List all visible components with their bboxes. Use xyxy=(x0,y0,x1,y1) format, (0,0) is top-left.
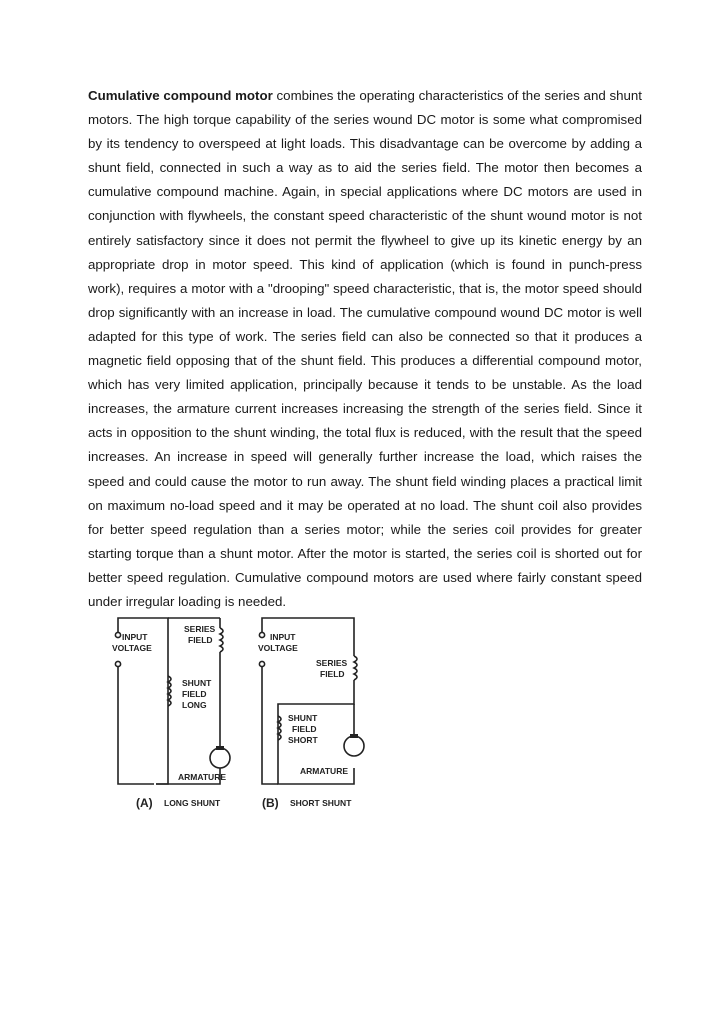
body-paragraph xyxy=(88,84,642,614)
body-text: combines the operating characteristics of the series and shunt motors. The high torque capability of the series wound DC motor is some what compromised by its tendency to overspeed at light loads. This disadvantage can be overcome by adding a shunt field, connected in such a way as to aid the series field. The motor then becomes a cumulative compound machine. Again, in special applications where DC motors are used in conjunction with flywheels, the constant speed characteristic of the shunt wound motor is not entirely satisfactory since it does not permit the flywheel to give up its kinetic energy by an appropriate drop in motor speed. This kind of application (which is found in punch-press work), requires a motor with a "drooping" speed characteristic, that is, the motor speed should drop significantly with an increase in load. The cumulative compound wound DC motor is well adapted for this type of work. The series field can also be connected so that it produces a magnetic field opposing that of the shunt field. This produces a differential compound motor, which has very limited application, principally because it tends to be unstable. As the load increases, the armature current increases increasing the strength of the series field. Since it acts in opposition to the shunt winding, the total flux is reduced, with the result that the speed increases. An increase in speed will generally further increase the load, which raises the speed and could cause the motor to run away. The shunt field winding places a practical limit on maximum no-load speed and it may be operated at no load. The shunt coil also provides for better speed regulation than a series motor; while the series coil provides for greater starting torque than a shunt motor. After the motor is started, the series coil is shorted out for better speed regulation. Cumulative compound motors are used where fairly constant speed under irregular loading is needed. xyxy=(88,88,642,609)
terminal-b-top xyxy=(259,632,264,637)
label-a-input: INPUT xyxy=(122,632,148,642)
label-b-series: SERIES xyxy=(316,658,348,668)
series-coil-a xyxy=(220,628,223,652)
caption-b-letter: (B) xyxy=(262,796,279,810)
armature-a xyxy=(210,748,230,768)
series-coil-b xyxy=(354,656,357,680)
label-b-shunt-field: FIELD xyxy=(292,724,317,734)
armature-b xyxy=(344,736,364,756)
label-a-armature: ARMATURE xyxy=(178,772,227,782)
terminal-a-top xyxy=(115,632,120,637)
lead-term: Cumulative compound motor xyxy=(88,88,273,103)
label-a-long: LONG xyxy=(182,700,207,710)
wire-b-input-return xyxy=(262,667,278,784)
label-a-shunt: SHUNT xyxy=(182,678,212,688)
brush-b xyxy=(350,734,358,738)
label-b-field: FIELD xyxy=(320,669,345,679)
label-b-short: SHORT xyxy=(288,735,318,745)
label-b-armature: ARMATURE xyxy=(300,766,349,776)
label-a-shunt-field: FIELD xyxy=(182,689,207,699)
label-b-voltage: VOLTAGE xyxy=(258,643,298,653)
label-b-shunt: SHUNT xyxy=(288,713,318,723)
motor-wiring-diagrams xyxy=(108,606,370,816)
caption-b-text: SHORT SHUNT xyxy=(290,798,352,808)
terminal-b-bottom xyxy=(259,661,264,666)
label-b-input: INPUT xyxy=(270,632,296,642)
label-a-series: SERIES xyxy=(184,624,216,634)
brush-a xyxy=(216,746,224,750)
caption-a-text: LONG SHUNT xyxy=(164,798,221,808)
caption-a-letter: (A) xyxy=(136,796,153,810)
label-a-field: FIELD xyxy=(188,635,213,645)
label-a-voltage: VOLTAGE xyxy=(112,643,152,653)
motor-wiring-figure xyxy=(108,606,370,816)
terminal-a-bottom xyxy=(115,661,120,666)
wire-a-input-return xyxy=(118,667,154,784)
